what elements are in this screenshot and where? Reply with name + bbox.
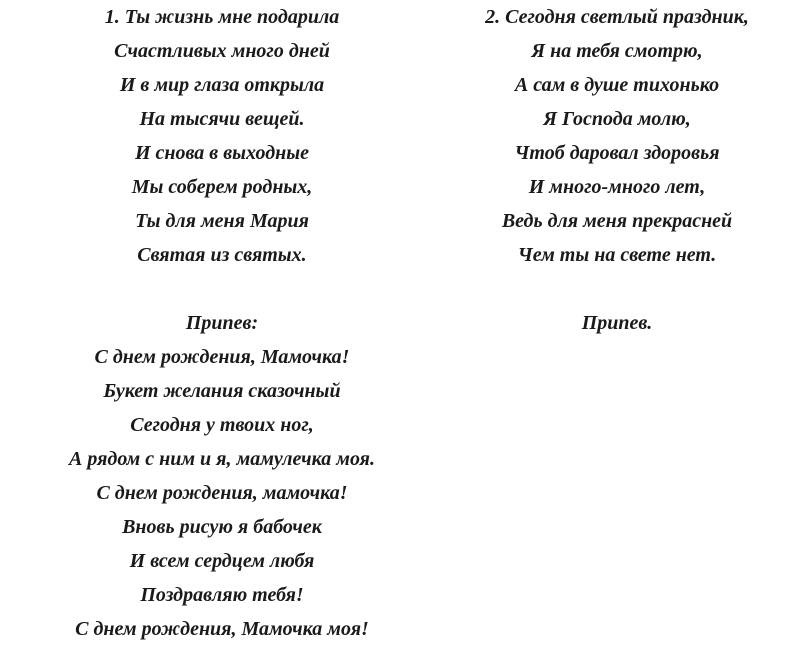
- verse-line: Счастливых много дней: [114, 40, 330, 62]
- chorus-line: Вновь рисую я бабочек: [122, 516, 322, 538]
- verse-line: И снова в выходные: [134, 142, 310, 164]
- verse-line: 2. Сегодня светлый праздник,: [485, 6, 749, 28]
- chorus-line: Поздравляю тебя!: [140, 584, 304, 606]
- verse-2: [410, 0, 800, 272]
- chorus-line: И всем сердцем любя: [129, 550, 315, 572]
- chorus-reference: Припев.: [581, 312, 653, 334]
- stanza-gap: [410, 272, 800, 306]
- chorus: [0, 306, 444, 646]
- verse-line: Мы соберем родных,: [131, 176, 313, 198]
- stanza-gap: [0, 272, 444, 306]
- verse-line: 1. Ты жизнь мне подарила: [104, 6, 340, 28]
- verse-1: [0, 0, 444, 272]
- chorus-line: С днем рождения, Мамочка!: [94, 346, 350, 368]
- chorus-line: Сегодня у твоих ног,: [130, 414, 314, 436]
- chorus-line: С днем рождения, мамочка!: [96, 482, 348, 504]
- verse-line: И много-много лет,: [528, 176, 706, 198]
- chorus-title: Припев:: [185, 312, 259, 334]
- right-column: [410, 0, 800, 340]
- verse-line: Святая из святых.: [137, 244, 307, 266]
- verse-line: Я на тебя смотрю,: [531, 40, 703, 62]
- chorus-line: Букет желания сказочный: [103, 380, 341, 402]
- verse-line: Чтоб даровал здоровья: [514, 142, 720, 164]
- verse-line: На тысячи вещей.: [139, 108, 305, 130]
- verse-line: Ведь для меня прекрасней: [501, 210, 733, 232]
- chorus-line: С днем рождения, Мамочка моя!: [75, 618, 369, 640]
- verse-line: Чем ты на свете нет.: [517, 244, 717, 266]
- verse-line: Я Господа молю,: [543, 108, 691, 130]
- verse-line: Ты для меня Мария: [135, 210, 309, 232]
- chorus-line: А рядом с ним и я, мамулечка моя.: [69, 448, 375, 470]
- verse-line: И в мир глаза открыла: [119, 74, 325, 96]
- verse-line: А сам в душе тихонько: [514, 74, 720, 96]
